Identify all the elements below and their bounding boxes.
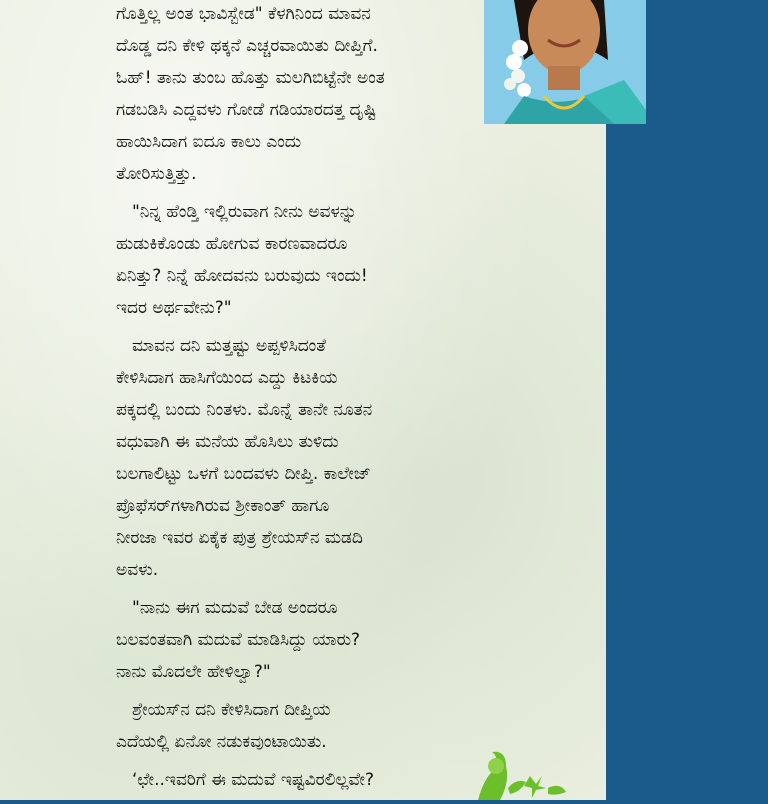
- author-photo: [484, 0, 646, 124]
- text-line: ಎದೆಯಲ್ಲಿ ಏನೋ ನಡುಕವುಂಟಾಯಿತು.: [116, 732, 327, 752]
- text-line: ಗೊತ್ತಿಲ್ಲ ಅಂತ ಭಾವಿಸ್ಬೇಡ" ಕೆಳಗಿನಿಂದ ಮಾವನ: [116, 4, 371, 24]
- text-line: ನಾನು ಮೊದಲೇ ಹೇಳಿಲ್ವಾ?": [116, 662, 271, 682]
- text-line: ಮಾವನ ದನಿ ಮತ್ತಷ್ಟು ಅಪ್ಪಳಿಸಿದಂತೆ: [132, 336, 326, 356]
- text-line: ಓಹ್! ತಾನು ತುಂಬ ಹೊತ್ತು ಮಲಗಿಬಿಟ್ಟೆನೇ ಅಂತ: [116, 68, 385, 88]
- text-line: ಗಡಬಡಿಸಿ ಎದ್ದವಳು ಗೋಡೆ ಗಡಿಯಾರದತ್ತ ದೃಷ್ಟಿ: [116, 100, 377, 120]
- text-line: ಪಕ್ಕದಲ್ಲಿ ಬಂದು ನಿಂತಳು. ಮೊನ್ನೆ ತಾನೇ ನೂತನ: [116, 400, 373, 420]
- text-line: ಬಲಗಾಲಿಟ್ಟು ಒಳಗೆ ಬಂದವಳು ದೀಪ್ತಿ. ಕಾಲೇಜ್: [116, 464, 371, 484]
- text-line: ಹಾಯಿಸಿದಾಗ ಐದೂ ಕಾಲು ಎಂದು: [116, 132, 302, 152]
- text-line: ಅವಳು.: [116, 560, 159, 580]
- text-line: ಕೇಳಿಸಿದಾಗ ಹಾಸಿಗೆಯಿಂದ ಎದ್ದು ಕಿಟಕಿಯ: [116, 368, 338, 388]
- text-line: ಏನಿತ್ತು? ನಿನ್ನೆ ಹೋದವನು ಬರುವುದು ಇಂದು!: [116, 266, 368, 286]
- text-line: ನೀರಜಾ ಇವರ ಏಕೈಕ ಪುತ್ರ ಶ್ರೇಯಸ್‌ನ ಮಡದಿ: [116, 528, 363, 548]
- text-line: ಇದರ ಅರ್ಥವೇನು?": [116, 298, 232, 318]
- text-line: ಶ್ರೇಯಸ್‌ನ ದನಿ ಕೇಳಿಸಿದಾಗ ದೀಪ್ತಿಯ: [132, 700, 331, 720]
- text-line: ವಧುವಾಗಿ ಈ ಮನೆಯ ಹೊಸಿಲು ತುಳಿದು: [116, 432, 339, 452]
- text-line: ಬಲವಂತವಾಗಿ ಮದುವೆ ಮಾಡಿಸಿದ್ದು ಯಾರು?: [116, 630, 361, 650]
- text-line: ದೊಡ್ಡ ದನಿ ಕೇಳಿ ಥಕ್ಕನೆ ಎಚ್ಚರವಾಯಿತು ದೀಪ್ತಿಗೆ.: [116, 36, 378, 56]
- text-line: ಹುಡುಕಿಕೊಂಡು ಹೋಗುವ ಕಾರಣವಾದರೂ: [116, 234, 348, 254]
- floral-ornament-icon: [470, 748, 570, 800]
- text-line: ಪ್ರೊಫೆಸರ್‌ಗಳಾಗಿರುವ ಶ್ರೀಕಾಂತ್ ಹಾಗೂ: [116, 496, 330, 516]
- text-line: ತೋರಿಸುತ್ತಿತ್ತು.: [116, 164, 197, 184]
- text-line: "ನಿನ್ನ ಹೆಂಡ್ತಿ ಇಲ್ಲಿರುವಾಗ ನೀನು ಅವಳನ್ನು: [132, 202, 357, 222]
- text-line: "ನಾನು ಈಗ ಮದುವೆ ಬೇಡ ಅಂದರೂ: [132, 598, 338, 618]
- text-line: ‘ಛೇ..ಇವರಿಗೆ ಈ ಮದುವೆ ಇಷ್ಟವಿರಲಿಲ್ಲವೇ?: [132, 770, 374, 790]
